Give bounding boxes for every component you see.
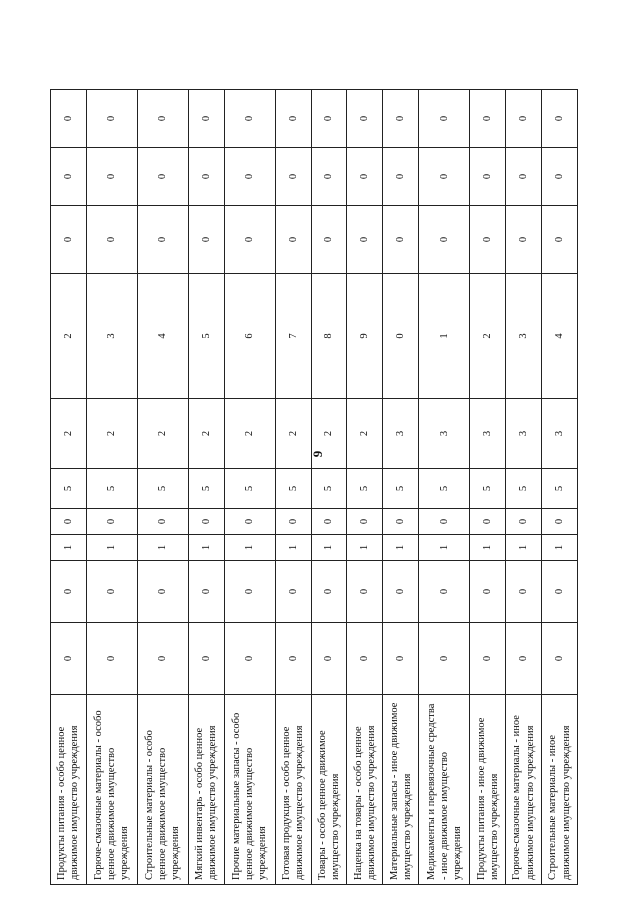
code-cell-c3: 1 (347, 535, 383, 561)
code-cell-c10: 0 (311, 90, 347, 148)
code-cell-c1: 0 (506, 623, 542, 695)
accounts-table-frame (50, 90, 578, 885)
code-cell-c4: 0 (506, 509, 542, 535)
code-cell-c6: 3 (419, 399, 470, 469)
code-cell-c5: 5 (137, 469, 188, 509)
row-name-cell: Горюче-смазочные материалы - особо ценное движимое имущество учреждения (86, 695, 137, 885)
code-cell-c8: 0 (506, 206, 542, 274)
code-cell-c6: 2 (275, 399, 311, 469)
code-cell-c10: 0 (383, 90, 419, 148)
code-cell-c9: 0 (506, 148, 542, 206)
table-row (275, 90, 311, 885)
code-cell-c6: 3 (542, 399, 578, 469)
code-cell-c2: 0 (51, 561, 87, 623)
code-cell-c4: 0 (470, 509, 506, 535)
code-cell-c2: 0 (419, 561, 470, 623)
code-cell-c5: 5 (224, 469, 275, 509)
code-cell-c8: 0 (347, 206, 383, 274)
code-cell-c7: 7 (275, 274, 311, 399)
code-cell-c9: 0 (419, 148, 470, 206)
code-cell-c9: 0 (311, 148, 347, 206)
code-cell-c5: 5 (188, 469, 224, 509)
code-cell-c2: 0 (137, 561, 188, 623)
table-row (51, 90, 87, 885)
code-cell-c1: 0 (224, 623, 275, 695)
code-cell-c3: 1 (188, 535, 224, 561)
code-cell-c10: 0 (188, 90, 224, 148)
code-cell-c1: 0 (51, 623, 87, 695)
code-cell-c4: 0 (275, 509, 311, 535)
code-cell-c8: 0 (275, 206, 311, 274)
code-cell-c3: 1 (542, 535, 578, 561)
code-cell-c8: 0 (224, 206, 275, 274)
code-cell-c2: 0 (383, 561, 419, 623)
code-cell-c6: 2 (224, 399, 275, 469)
code-cell-c9: 0 (188, 148, 224, 206)
row-name-cell: Мягкий инвентарь - особо ценное движимое имущество учреждения (188, 695, 224, 885)
code-cell-c4: 0 (224, 509, 275, 535)
code-cell-c5: 5 (311, 469, 347, 509)
code-cell-c6: 2 (347, 399, 383, 469)
table-row (506, 90, 542, 885)
code-cell-c1: 0 (137, 623, 188, 695)
code-cell-c2: 0 (86, 561, 137, 623)
code-cell-c10: 0 (137, 90, 188, 148)
code-cell-c7: 3 (86, 274, 137, 399)
code-cell-c2: 0 (470, 561, 506, 623)
code-cell-c9: 0 (224, 148, 275, 206)
code-cell-c8: 0 (311, 206, 347, 274)
code-cell-c3: 1 (137, 535, 188, 561)
code-cell-c6: 2 (311, 399, 347, 469)
code-cell-c6: 2 (86, 399, 137, 469)
code-cell-c2: 0 (311, 561, 347, 623)
code-cell-c1: 0 (275, 623, 311, 695)
code-cell-c1: 0 (188, 623, 224, 695)
row-name-cell: Материальные запасы - иное движимое имущество учреждения (383, 695, 419, 885)
code-cell-c7: 2 (51, 274, 87, 399)
page-number: 9 (310, 450, 325, 458)
code-cell-c8: 0 (86, 206, 137, 274)
code-cell-c8: 0 (188, 206, 224, 274)
code-cell-c3: 1 (311, 535, 347, 561)
code-cell-c10: 0 (470, 90, 506, 148)
code-cell-c9: 0 (470, 148, 506, 206)
code-cell-c8: 0 (137, 206, 188, 274)
code-cell-c7: 3 (506, 274, 542, 399)
row-name-cell: Прочие материальные запасы - особо ценное движимое имущество учреждения (224, 695, 275, 885)
accounts-table (50, 89, 578, 885)
code-cell-c6: 2 (137, 399, 188, 469)
code-cell-c4: 0 (51, 509, 87, 535)
table-row (383, 90, 419, 885)
code-cell-c1: 0 (86, 623, 137, 695)
code-cell-c9: 0 (275, 148, 311, 206)
code-cell-c6: 3 (383, 399, 419, 469)
code-cell-c1: 0 (347, 623, 383, 695)
code-cell-c7: 6 (224, 274, 275, 399)
code-cell-c10: 0 (275, 90, 311, 148)
code-cell-c4: 0 (311, 509, 347, 535)
code-cell-c1: 0 (311, 623, 347, 695)
code-cell-c4: 0 (383, 509, 419, 535)
code-cell-c3: 1 (506, 535, 542, 561)
code-cell-c3: 1 (275, 535, 311, 561)
code-cell-c1: 0 (419, 623, 470, 695)
row-name-cell: Строительные материалы - особо ценное движимое имущество учреждения (137, 695, 188, 885)
code-cell-c3: 1 (383, 535, 419, 561)
code-cell-c7: 2 (470, 274, 506, 399)
code-cell-c8: 0 (419, 206, 470, 274)
code-cell-c2: 0 (188, 561, 224, 623)
code-cell-c8: 0 (51, 206, 87, 274)
code-cell-c2: 0 (347, 561, 383, 623)
row-name-cell: Наценка на товары - особо ценное движимое имущество учреждения (347, 695, 383, 885)
code-cell-c3: 1 (51, 535, 87, 561)
code-cell-c5: 5 (419, 469, 470, 509)
code-cell-c4: 0 (188, 509, 224, 535)
code-cell-c1: 0 (383, 623, 419, 695)
code-cell-c2: 0 (275, 561, 311, 623)
code-cell-c5: 5 (506, 469, 542, 509)
code-cell-c4: 0 (137, 509, 188, 535)
code-cell-c9: 0 (347, 148, 383, 206)
code-cell-c3: 1 (86, 535, 137, 561)
code-cell-c7: 4 (137, 274, 188, 399)
code-cell-c2: 0 (542, 561, 578, 623)
code-cell-c5: 5 (542, 469, 578, 509)
row-name-cell: Медикаменты и перевязочные средства - иное движимое имущество учреждения (419, 695, 470, 885)
code-cell-c10: 0 (506, 90, 542, 148)
table-row (86, 90, 137, 885)
row-name-cell: Продукты питания - особо ценное движимое имущество учреждения (51, 695, 87, 885)
code-cell-c2: 0 (506, 561, 542, 623)
code-cell-c9: 0 (542, 148, 578, 206)
table-row (347, 90, 383, 885)
code-cell-c6: 2 (188, 399, 224, 469)
code-cell-c3: 1 (470, 535, 506, 561)
code-cell-c7: 4 (542, 274, 578, 399)
code-cell-c2: 0 (224, 561, 275, 623)
code-cell-c5: 5 (86, 469, 137, 509)
table-row (311, 90, 347, 885)
code-cell-c10: 0 (347, 90, 383, 148)
table-row (470, 90, 506, 885)
code-cell-c4: 0 (542, 509, 578, 535)
code-cell-c10: 0 (542, 90, 578, 148)
code-cell-c10: 0 (86, 90, 137, 148)
table-row (419, 90, 470, 885)
code-cell-c8: 0 (542, 206, 578, 274)
code-cell-c9: 0 (86, 148, 137, 206)
code-cell-c7: 8 (311, 274, 347, 399)
row-name-cell: Строительные материалы - иное движимое имущество учреждения (542, 695, 578, 885)
code-cell-c7: 9 (347, 274, 383, 399)
code-cell-c3: 1 (419, 535, 470, 561)
table-row (188, 90, 224, 885)
code-cell-c7: 1 (419, 274, 470, 399)
code-cell-c1: 0 (542, 623, 578, 695)
row-name-cell: Горюче-смазочные материалы - иное движимое имущество учреждения (506, 695, 542, 885)
code-cell-c6: 2 (51, 399, 87, 469)
table-row (137, 90, 188, 885)
code-cell-c8: 0 (470, 206, 506, 274)
code-cell-c4: 0 (419, 509, 470, 535)
table-row (224, 90, 275, 885)
code-cell-c7: 5 (188, 274, 224, 399)
code-cell-c5: 5 (470, 469, 506, 509)
code-cell-c8: 0 (383, 206, 419, 274)
code-cell-c5: 5 (51, 469, 87, 509)
code-cell-c6: 3 (470, 399, 506, 469)
code-cell-c5: 5 (347, 469, 383, 509)
row-name-cell: Товары - особо ценное движимое имущество учреждения (311, 695, 347, 885)
code-cell-c4: 0 (347, 509, 383, 535)
code-cell-c10: 0 (419, 90, 470, 148)
code-cell-c7: 0 (383, 274, 419, 399)
code-cell-c6: 3 (506, 399, 542, 469)
code-cell-c3: 1 (224, 535, 275, 561)
code-cell-c1: 0 (470, 623, 506, 695)
code-cell-c10: 0 (224, 90, 275, 148)
code-cell-c9: 0 (51, 148, 87, 206)
code-cell-c9: 0 (137, 148, 188, 206)
code-cell-c9: 0 (383, 148, 419, 206)
code-cell-c10: 0 (51, 90, 87, 148)
table-row (542, 90, 578, 885)
row-name-cell: Готовая продукция - особо ценное движимое имущество учреждения (275, 695, 311, 885)
code-cell-c5: 5 (383, 469, 419, 509)
code-cell-c4: 0 (86, 509, 137, 535)
code-cell-c5: 5 (275, 469, 311, 509)
row-name-cell: Продукты питания - иное движимое имущество учреждения (470, 695, 506, 885)
